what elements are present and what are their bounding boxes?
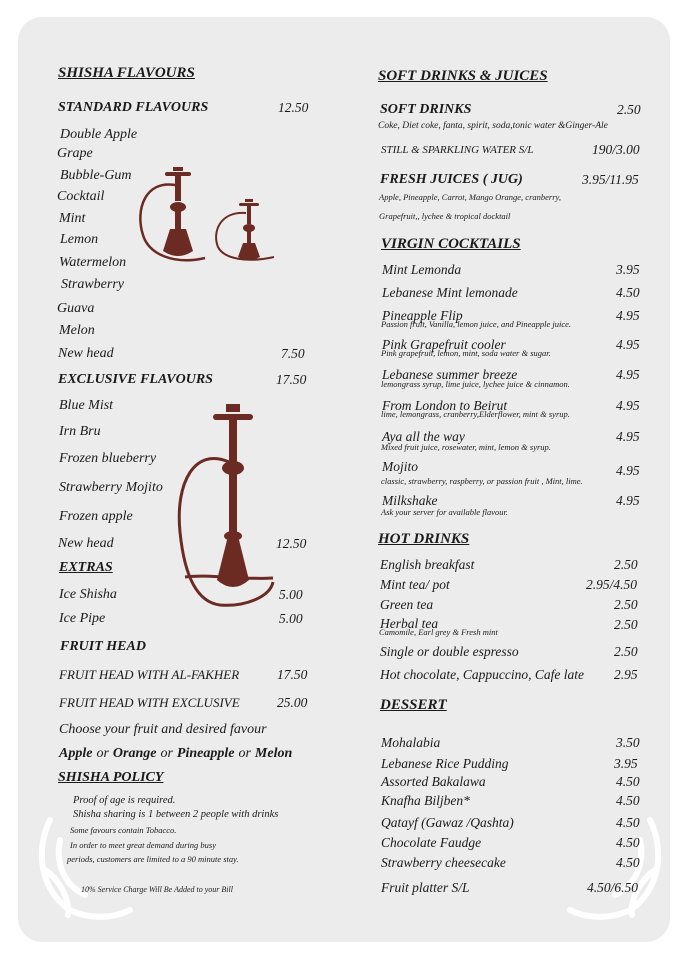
hot-drink-desc: Camomile, Earl grey & Fresh mint xyxy=(379,627,498,637)
hot-drink-name: Herbal tea xyxy=(380,616,439,631)
extras-item-name: Ice Shisha xyxy=(59,587,117,602)
water-price: 190/3.00 xyxy=(592,142,640,157)
dessert-item-name: Knafha Biljben* xyxy=(381,793,470,808)
hot-drink-name: Single or double espresso xyxy=(380,644,519,659)
extras-item-price: 5.00 xyxy=(279,587,303,602)
virgin-cocktail-name: Lebanese Mint lemonade xyxy=(382,285,518,300)
standard-flavour-item: Bubble-Gum xyxy=(60,168,132,183)
fruit-option: Apple xyxy=(59,746,93,761)
hot-drink-price: 2.95 xyxy=(614,667,638,682)
hot-drink-name: English breakfast xyxy=(380,557,475,572)
virgin-cocktail-name: Milkshake xyxy=(382,493,438,508)
extras-item-name: Ice Pipe xyxy=(59,611,106,626)
standard-flavour-item: Watermelon xyxy=(59,255,127,270)
fruit-head-heading: FRUIT HEAD xyxy=(60,639,146,654)
dessert-item-name: Lebanese Rice Pudding xyxy=(381,756,509,771)
dessert-item-name: Fruit platter S/L xyxy=(381,880,470,895)
standard-flavour-item: Grape xyxy=(57,146,93,161)
exclusive-flavour-item: Strawberry Mojito xyxy=(59,480,163,495)
virgin-cocktail-name: Pink Grapefruit cooler xyxy=(382,337,506,352)
virgin-cocktail-price: 4.95 xyxy=(616,337,640,352)
standard-flavours-heading: STANDARD FLAVOURS xyxy=(58,100,209,115)
hot-drink-name: Hot chocolate, Cappuccino, Cafe late xyxy=(380,667,584,682)
hot-drink-price: 2.50 xyxy=(614,557,638,572)
fruit-head-item-price: 25.00 xyxy=(277,695,308,710)
virgin-cocktail-desc: Passion fruit, Vanilla, lemon juice, and Pineapple juice. xyxy=(381,319,572,329)
virgin-cocktail-price: 4.95 xyxy=(616,429,640,444)
dessert-item-name: Strawberry cheesecake xyxy=(381,855,506,870)
standard-flavour-item: Mint xyxy=(59,211,86,226)
ornament-right-icon xyxy=(560,810,670,925)
dessert-item-price: 3.50 xyxy=(616,735,640,750)
policy-line: Some favours contain Tobacco. xyxy=(70,825,177,835)
fruit-head-item-name: FRUIT HEAD WITH EXCLUSIVE xyxy=(59,695,240,710)
virgin-cocktail-price: 4.95 xyxy=(616,308,640,323)
dessert-item-price: 4.50 xyxy=(616,793,640,808)
fresh-juices-price: 3.95/11.95 xyxy=(582,172,639,187)
fruit-choose-text: Choose your fruit and desired favour xyxy=(59,722,267,737)
fruit-option: Orange xyxy=(112,746,157,761)
soft-drinks-price: 2.50 xyxy=(617,102,641,117)
virgin-cocktail-price: 4.95 xyxy=(616,493,640,508)
dessert-item-price: 3.95 xyxy=(614,756,638,771)
exclusive-new-head: New head xyxy=(58,536,114,551)
virgin-cocktail-price: 4.50 xyxy=(616,285,640,300)
extras-heading: EXTRAS xyxy=(59,560,113,575)
fruit-or-word: or xyxy=(96,746,109,761)
virgin-cocktail-desc: classic, strawberry, raspberry, or passion fruit , Mint, lime. xyxy=(381,476,583,486)
standard-flavour-item: Lemon xyxy=(60,232,99,247)
dessert-item-price: 4.50/6.50 xyxy=(587,880,639,895)
service-charge-note: 10% Service Charge Will Be Added to your Bill xyxy=(81,885,233,894)
fruit-head-item-name: FRUIT HEAD WITH AL-FAKHER xyxy=(59,667,240,682)
virgin-cocktail-price: 3.95 xyxy=(616,262,640,277)
hot-drink-name: Mint tea/ pot xyxy=(380,577,450,592)
exclusive-flavour-item: Frozen blueberry xyxy=(59,451,157,466)
hot-drink-price: 2.50 xyxy=(614,597,638,612)
fruit-or-word: or xyxy=(238,746,251,761)
policy-line: Shisha sharing is 1 between 2 people with drinks xyxy=(73,809,279,820)
standard-flavour-item: Double Apple xyxy=(60,127,138,142)
exclusive-flavour-item: Blue Mist xyxy=(59,398,114,413)
virgin-cocktail-name: Aya all the way xyxy=(382,429,465,444)
exclusive-flavour-item: Irn Bru xyxy=(59,424,101,439)
extras-item-price: 5.00 xyxy=(279,611,303,626)
virgin-cocktail-name: Lebanese summer breeze xyxy=(382,367,518,382)
fresh-juices-desc: Grapefruit,, lychee & tropical docktail xyxy=(379,211,511,221)
exclusive-new-head-price: 12.50 xyxy=(276,536,307,551)
virgin-cocktail-desc: Mixed fruit juice, rosewater, mint, lemon & syrup. xyxy=(381,442,551,452)
standard-flavour-item: Cocktail xyxy=(57,189,105,204)
dessert-item-name: Assorted Bakalawa xyxy=(381,774,486,789)
standard-new-head-price: 7.50 xyxy=(281,346,305,361)
hot-drink-price: 2.95/4.50 xyxy=(586,577,638,592)
exclusive-flavours-price: 17.50 xyxy=(276,372,307,387)
hookah-tall-icon xyxy=(175,402,280,612)
policy-heading: SHISHA POLICY xyxy=(58,770,164,785)
exclusive-flavour-item: Frozen apple xyxy=(59,509,133,524)
hot-drink-price: 2.50 xyxy=(614,644,638,659)
dessert-heading: DESSERT xyxy=(380,697,447,713)
soft-drinks-desc: Coke, Diet coke, fanta, spirit, soda,tonic water &Ginger-Ale xyxy=(378,121,608,131)
dessert-item-name: Mohalabia xyxy=(381,735,441,750)
dessert-item-price: 4.50 xyxy=(616,815,640,830)
virgin-cocktail-desc: lemongrass syrup, lime juice, lychee juice & cinnamon. xyxy=(381,379,570,389)
exclusive-flavours-heading: EXCLUSIVE FLAVOURS xyxy=(58,372,213,387)
hookah-small-icon xyxy=(212,197,277,265)
dessert-item-price: 4.50 xyxy=(616,835,640,850)
virgin-cocktail-desc: Ask your server for available flavour. xyxy=(381,507,509,517)
dessert-item-price: 4.50 xyxy=(616,855,640,870)
virgin-cocktail-name: From London to Beirut xyxy=(382,398,508,413)
shisha-title: SHISHA FLAVOURS xyxy=(58,65,195,81)
virgin-cocktail-name: Pineapple Flip xyxy=(382,308,463,323)
fresh-juices-desc: Apple, Pineapple, Carrot, Mango Orange, cranberry, xyxy=(379,192,561,202)
standard-new-head: New head xyxy=(58,346,114,361)
virgin-cocktail-price: 4.95 xyxy=(616,463,640,478)
dessert-item-price: 4.50 xyxy=(616,774,640,789)
fruit-options-line xyxy=(59,747,292,761)
policy-line: Proof of age is required. xyxy=(73,795,176,806)
dessert-item-name: Qatayf (Gawaz /Qashta) xyxy=(381,815,514,830)
hookah-large-icon xyxy=(135,165,215,265)
standard-flavour-item: Melon xyxy=(59,323,95,338)
soft-drinks-heading: SOFT DRINKS xyxy=(380,102,472,117)
virgin-cocktail-price: 4.95 xyxy=(616,398,640,413)
policy-line: periods, customers are limited to a 90 minute stay. xyxy=(67,854,239,864)
virgin-cocktail-desc: lime, lemongrass, cranberry,Elderflower, mint & syrup. xyxy=(381,409,570,419)
virgin-cocktail-name: Mint Lemonda xyxy=(382,262,462,277)
standard-flavour-item: Strawberry xyxy=(61,277,124,292)
hot-drink-name: Green tea xyxy=(380,597,434,612)
fruit-option: Pineapple xyxy=(176,746,235,761)
fruit-option: Melon xyxy=(254,746,293,761)
virgin-cocktail-name: Mojito xyxy=(382,459,418,474)
policy-line: In order to meet great demand during busy xyxy=(70,840,216,850)
hot-drink-price: 2.50 xyxy=(614,617,638,632)
dessert-item-name: Chocolate Faudge xyxy=(381,835,482,850)
standard-flavours-price: 12.50 xyxy=(278,100,309,115)
virgin-cocktail-price: 4.95 xyxy=(616,367,640,382)
soft-drinks-juices-title: SOFT DRINKS & JUICES xyxy=(378,68,548,84)
standard-flavour-item: Guava xyxy=(57,301,95,316)
virgin-cocktail-desc: Pink grapefruit, lemon, mint, soda water & sugar. xyxy=(381,348,551,358)
hot-drinks-heading: HOT DRINKS xyxy=(378,531,470,547)
fruit-or-word: or xyxy=(160,746,173,761)
fresh-juices-heading: FRESH JUICES ( JUG) xyxy=(380,172,523,187)
fruit-head-item-price: 17.50 xyxy=(277,667,308,682)
water-label: STILL & SPARKLING WATER S/L xyxy=(381,144,534,156)
virgin-cocktails-heading: VIRGIN COCKTAILS xyxy=(381,236,521,252)
